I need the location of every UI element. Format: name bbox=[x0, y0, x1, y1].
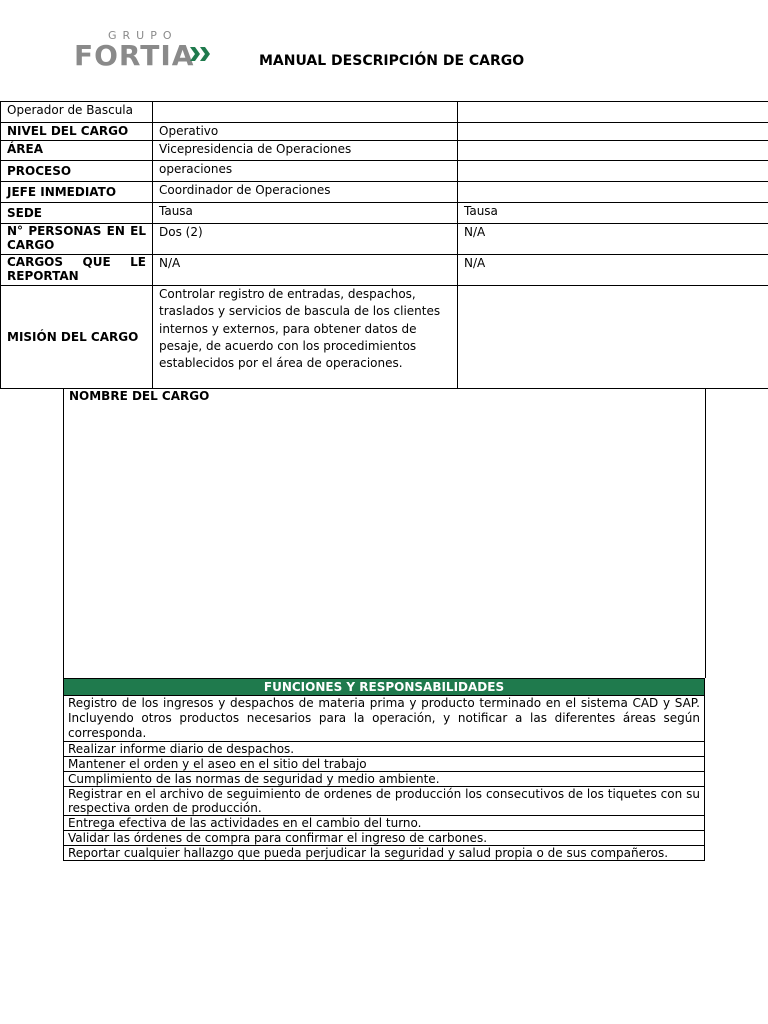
info-row bbox=[1, 161, 768, 182]
info-value: Operativo bbox=[153, 123, 458, 141]
info-label: CARGOS QUE LE REPORTAN bbox=[1, 255, 153, 286]
info-extra: N/A bbox=[458, 224, 768, 255]
function-item: Registro de los ingresos y despachos de materia prima y producto terminado en el sistema CAD y SAP. Incluyendo otros productos necesarios para la operación, y notificar a las diferentes áreas según corresponda. bbox=[64, 696, 705, 742]
info-row bbox=[1, 182, 768, 203]
functions-title: FUNCIONES Y RESPONSABILIDADES bbox=[64, 679, 705, 696]
functions-header-row bbox=[64, 679, 705, 696]
info-value: operaciones bbox=[153, 161, 458, 182]
logo-chevrons-icon bbox=[190, 47, 212, 61]
document-title: MANUAL DESCRIPCIÓN DE CARGO bbox=[259, 53, 525, 69]
info-row bbox=[1, 286, 768, 389]
info-row bbox=[1, 141, 768, 161]
info-extra: Tausa bbox=[458, 203, 768, 224]
function-row bbox=[64, 816, 705, 831]
function-item: Realizar informe diario de despachos. bbox=[64, 742, 705, 757]
nombre-del-cargo-box bbox=[63, 389, 706, 678]
info-row bbox=[1, 123, 768, 141]
info-label: ÁREA bbox=[1, 141, 153, 161]
info-label: JEFE INMEDIATO bbox=[1, 182, 153, 203]
info-extra bbox=[458, 123, 768, 141]
info-extra bbox=[458, 141, 768, 161]
function-row bbox=[64, 787, 705, 816]
function-row bbox=[64, 846, 705, 861]
info-row bbox=[1, 224, 768, 255]
logo-fortia-text: FORTIA bbox=[74, 39, 195, 72]
function-item: Cumplimiento de las normas de seguridad y medio ambiente. bbox=[64, 772, 705, 787]
function-row bbox=[64, 757, 705, 772]
info-label: NIVEL DEL CARGO bbox=[1, 123, 153, 141]
info-label: PROCESO bbox=[1, 161, 153, 182]
info-row bbox=[1, 255, 768, 286]
info-value: Tausa bbox=[153, 203, 458, 224]
info-extra bbox=[458, 182, 768, 203]
company-logo bbox=[74, 29, 214, 74]
function-row bbox=[64, 742, 705, 757]
mission-text: Controlar registro de entradas, despachos, traslados y servicios de bascula de los clientes internos y externos, para obtener datos de pesaje, de acuerdo con los procedimientos establecidos por el área de operaciones. bbox=[153, 286, 458, 389]
logo-grupo-text: GRUPO bbox=[108, 29, 178, 42]
function-row bbox=[64, 772, 705, 787]
function-item: Mantener el orden y el aseo en el sitio del trabajo bbox=[64, 757, 705, 772]
info-value: Coordinador de Operaciones bbox=[153, 182, 458, 203]
function-item: Registrar en el archivo de seguimiento de ordenes de producción los consecutivos de los tiquetes con su respectiva orden de producción. bbox=[64, 787, 705, 816]
function-row bbox=[64, 831, 705, 846]
info-value: Dos (2) bbox=[153, 224, 458, 255]
job-name-cell: Operador de Bascula bbox=[1, 102, 153, 123]
info-value: Vicepresidencia de Operaciones bbox=[153, 141, 458, 161]
functions-table bbox=[63, 678, 705, 861]
function-item: Reportar cualquier hallazgo que pueda perjudicar la seguridad y salud propia o de sus compañeros. bbox=[64, 846, 705, 861]
info-row bbox=[1, 203, 768, 224]
function-item: Entrega efectiva de las actividades en el cambio del turno. bbox=[64, 816, 705, 831]
function-item: Validar las órdenes de compra para confirmar el ingreso de carbones. bbox=[64, 831, 705, 846]
job-info-table bbox=[0, 101, 768, 389]
info-extra: N/A bbox=[458, 255, 768, 286]
info-value: N/A bbox=[153, 255, 458, 286]
info-extra bbox=[458, 102, 768, 123]
info-label: N° PERSONAS EN EL CARGO bbox=[1, 224, 153, 255]
info-label: MISIÓN DEL CARGO bbox=[1, 286, 153, 389]
nombre-del-cargo-label: NOMBRE DEL CARGO bbox=[69, 389, 210, 403]
info-value bbox=[153, 102, 458, 123]
info-extra bbox=[458, 286, 768, 389]
function-row bbox=[64, 696, 705, 742]
info-extra bbox=[458, 161, 768, 182]
info-row bbox=[1, 102, 768, 123]
info-label: SEDE bbox=[1, 203, 153, 224]
